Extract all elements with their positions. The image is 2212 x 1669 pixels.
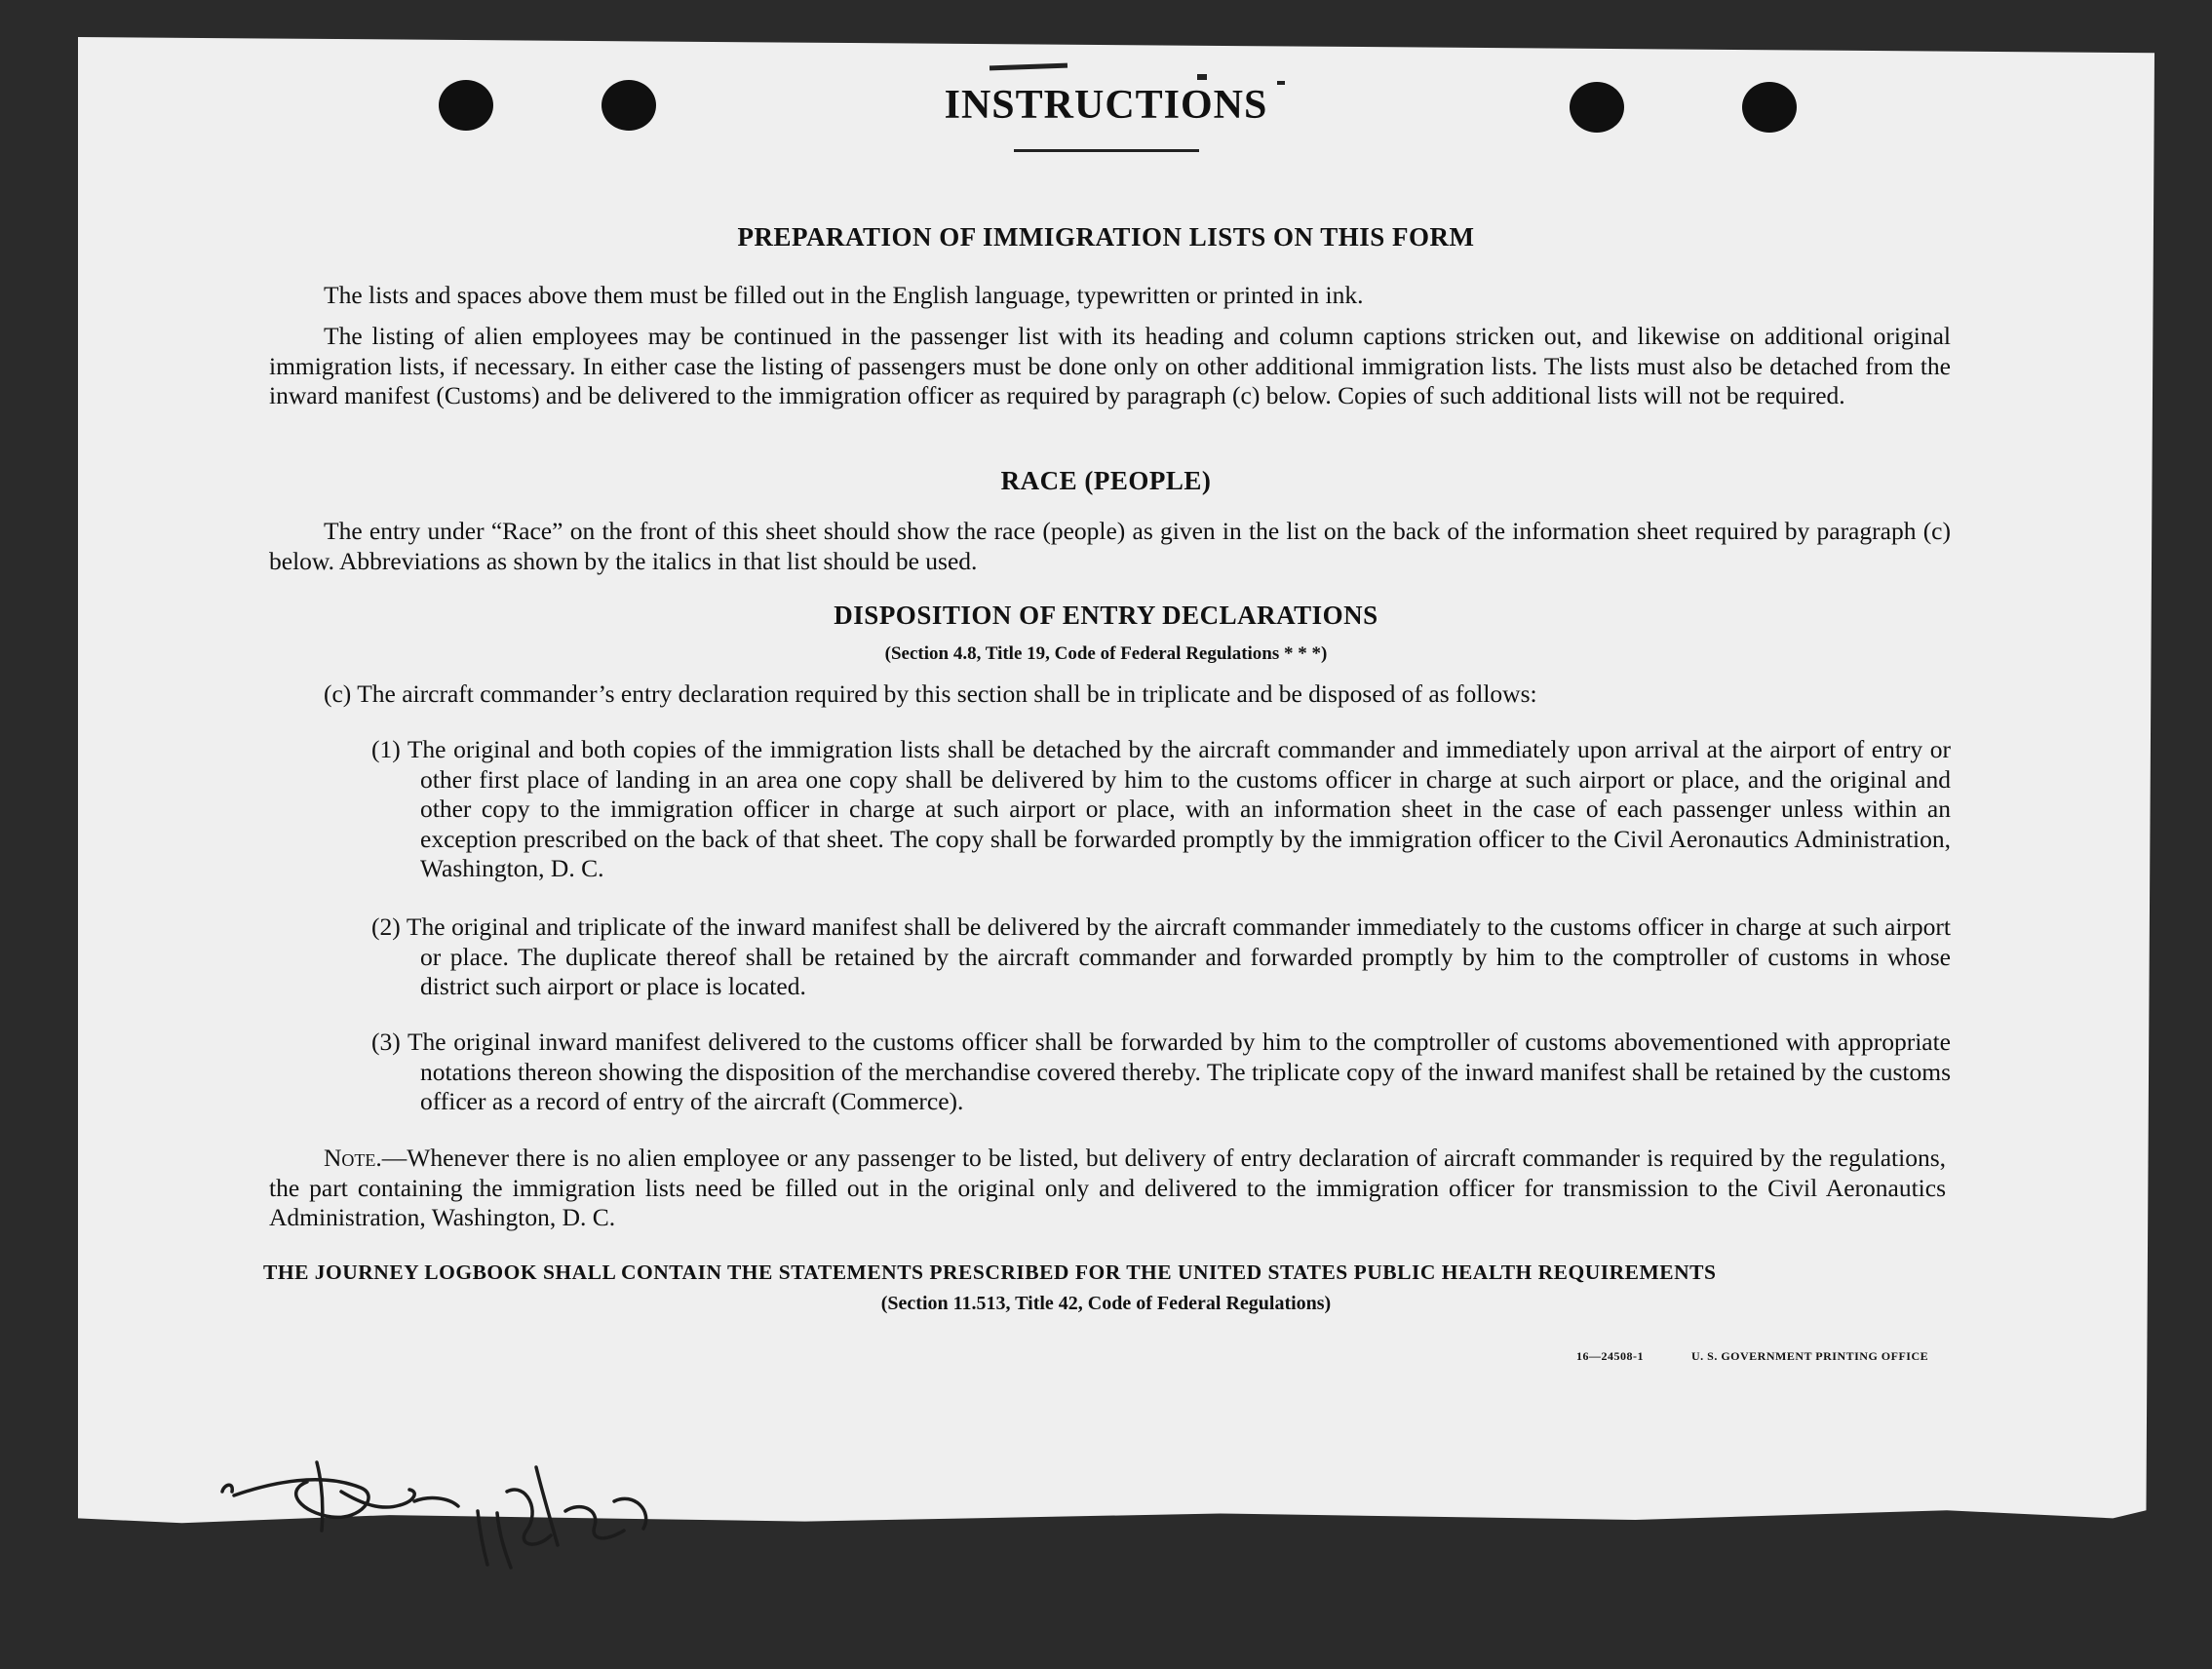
disposition-citation: (Section 4.8, Title 19, Code of Federal Regulations * * *) — [884, 643, 1328, 664]
section-heading-preparation: PREPARATION OF IMMIGRATION LISTS ON THIS FORM — [737, 222, 1475, 252]
ink-mark — [990, 63, 1067, 71]
handwritten-signature — [214, 1453, 663, 1589]
note-paragraph — [269, 1144, 1946, 1233]
printer-imprint: U. S. GOVERNMENT PRINTING OFFICE — [1691, 1349, 1929, 1363]
paragraph-race: The entry under “Race” on the front of this sheet should show the race (people) as given in the list on the back of the information sheet required by paragraph (c) below. Abbreviations as shown by the italics in that list should be used. — [269, 517, 1951, 575]
paragraph-language: The lists and spaces above them must be filled out in the English language, typewritten or printed in ink. — [324, 281, 1364, 309]
ink-mark — [1197, 74, 1207, 80]
list-item: (2) The original and triplicate of the inward manifest shall be delivered by the aircraft commander immediately to the customs officer in charge at such airport or place. The duplicate thereof shall be retained by the aircraft commander and forwarded promptly by him to the comptroller of customs in whose district such airport or place is located. — [371, 912, 1951, 1000]
health-requirements-citation: (Section 11.513, Title 42, Code of Federal Regulations) — [880, 1293, 1332, 1314]
list-item: (1) The original and both copies of the immigration lists shall be detached by the aircraft commander and immediately upon arrival at the airport of entry or other first place of landing in an area one copy shall be delivered by him to the customs officer in charge at such airport or place, and the original and other copy to the immigration officer in charge at such airport or place, with an information sheet in the case of each passenger unless within an exception prescribed on the back of that sheet. The copy shall be forwarded promptly by the immigration officer to the Civil Aeronautics Administration, Washington, D. C. — [371, 735, 1951, 882]
page-title: INSTRUCTIONS — [944, 83, 1268, 128]
section-heading-disposition: DISPOSITION OF ENTRY DECLARATIONS — [834, 601, 1378, 630]
health-requirements-statement: THE JOURNEY LOGBOOK SHALL CONTAIN THE STATEMENTS PRESCRIBED FOR THE UNITED STATES PUBLIC HEALTH REQUIREMENTS — [263, 1261, 1717, 1284]
note-lead: Note. — [324, 1144, 382, 1172]
paragraph-disposition-intro: (c) The aircraft commander’s entry declaration required by this section shall be in triplicate and be disposed of as follows: — [324, 679, 1537, 708]
title-underline — [1014, 149, 1199, 152]
note-text: —Whenever there is no alien employee or any passenger to be listed, but delivery of entry declaration of aircraft commander is required by the regulations, the part containing the immigration lists need be filled out in the original only and delivered to the immigration officer for transmission to the Civil Aeronautics Administration, Washington, D. C. — [269, 1144, 1946, 1231]
paragraph-alien-employees: The listing of alien employees may be continued in the passenger list with its heading and column captions stricken out, and likewise on additional original immigration lists, if necessary. In either case the listing of passengers must be done only on other additional immigration lists. The lists must also be detached from the inward manifest (Customs) and be delivered to the immigration officer as required by paragraph (c) below. Copies of such additional lists will not be required. — [269, 322, 1951, 409]
form-number: 16—24508-1 — [1576, 1349, 1644, 1363]
section-heading-race: RACE (PEOPLE) — [1000, 466, 1212, 495]
list-item: (3) The original inward manifest delivered to the customs officer shall be forwarded by him to the comptroller of customs abovementioned with appropriate notations thereon showing the disposition of the merchandise covered thereby. The triplicate copy of the inward manifest shall be retained by the customs officer as a record of entry of the aircraft (Commerce). — [371, 1028, 1951, 1115]
